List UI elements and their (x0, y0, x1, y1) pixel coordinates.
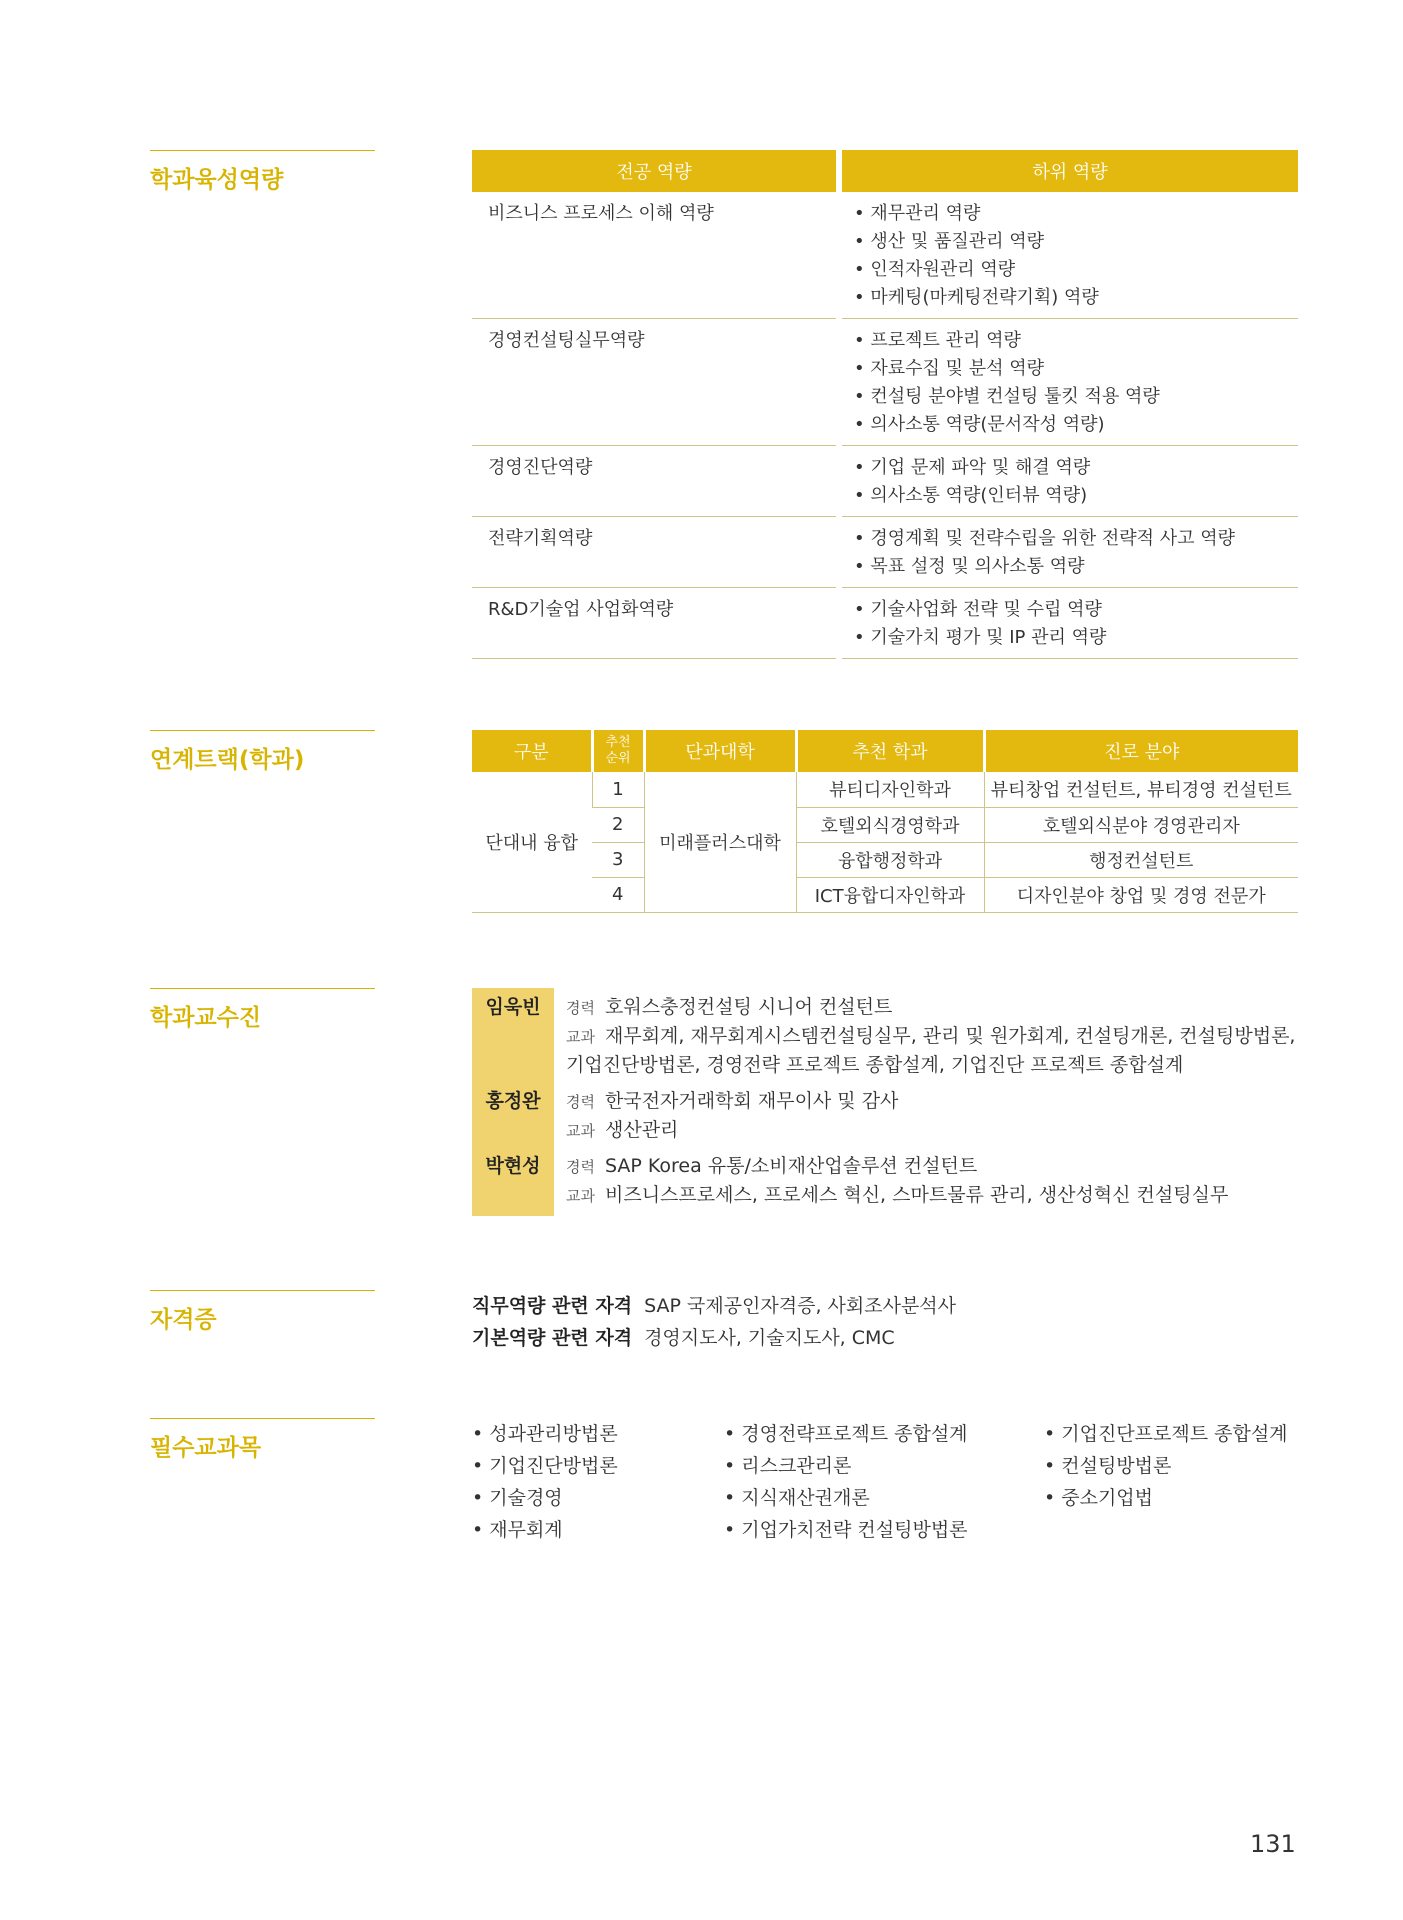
track-dept: ICT융합디자인학과 (796, 877, 984, 912)
table-row (472, 517, 1298, 588)
table-row (472, 772, 1298, 807)
list-item: • 기술사업화 전략 및 수립 역량 (854, 596, 1298, 624)
track-career: 뷰티창업 컨설턴트, 뷰티경영 컨설턴트 (984, 772, 1298, 807)
sub-competencies (842, 588, 1298, 659)
professor-courses: 교과 재무회계, 재무회계시스템컨설팅실무, 관리 및 원가회계, 컨설팅개론, 컨설팅방법론, (566, 1025, 1296, 1047)
major-competency: R&D기술업 사업화역량 (472, 588, 836, 659)
course-column (724, 1418, 968, 1546)
track-rank: 2 (592, 807, 644, 842)
required-section (0, 1418, 1403, 1548)
professors-section (0, 988, 1403, 1216)
course-column (1044, 1418, 1288, 1514)
list-item: • 인적자원관리 역량 (854, 256, 1298, 284)
list-item: • 기업진단프로젝트 종합설계 (1044, 1418, 1288, 1450)
professor-name: 임욱빈 (485, 996, 541, 1018)
list-item: • 의사소통 역량(인터뷰 역량) (854, 482, 1298, 510)
list-item: • 마케팅(마케팅전략기획) 역량 (854, 284, 1298, 312)
competency-table-wrap (472, 150, 1298, 659)
list-item: • 중소기업법 (1044, 1482, 1288, 1514)
required-label: 필수교과목 (150, 1418, 375, 1462)
sub-competencies (842, 319, 1298, 446)
track-career: 행정컨설턴트 (984, 842, 1298, 877)
certificates-label: 자격증 (150, 1290, 375, 1334)
list-item: • 성과관리방법론 (472, 1418, 618, 1450)
list-item: • 자료수집 및 분석 역량 (854, 355, 1298, 383)
major-competency: 전략기획역량 (472, 517, 836, 588)
professor-career: 경력 SAP Korea 유통/소비재산업솔루션 컨설턴트 (566, 1155, 978, 1177)
certificates-body (472, 1290, 1298, 1354)
sub-competencies (842, 446, 1298, 517)
track-table-wrap (472, 730, 1298, 913)
list-item: • 컨설팅방법론 (1044, 1450, 1288, 1482)
professor-courses-cont: 기업진단방법론, 경영전략 프로젝트 종합설계, 기업진단 프로젝트 종합설계 (566, 1054, 1184, 1076)
professors-label: 학과교수진 (150, 988, 375, 1032)
list-item: • 기술경영 (472, 1482, 618, 1514)
track-dept: 융합행정학과 (796, 842, 984, 877)
list-item: • 재무관리 역량 (854, 200, 1298, 228)
major-competency: 비즈니스 프로세스 이해 역량 (472, 192, 836, 319)
competency-label: 학과육성역량 (150, 150, 375, 194)
list-item: • 기술가치 평가 및 IP 관리 역량 (854, 624, 1298, 652)
major-competency: 경영컨설팅실무역량 (472, 319, 836, 446)
table-row (472, 842, 1298, 877)
professor-courses: 교과 비즈니스프로세스, 프로세스 혁신, 스마트물류 관리, 생산성혁신 컨설팅실무 (566, 1184, 1229, 1206)
list-item: • 기업가치전략 컨설팅방법론 (724, 1514, 968, 1546)
track-rank: 3 (592, 842, 644, 877)
track-table (472, 730, 1298, 913)
professor-career: 경력 호워스충정컨설팅 시니어 컨설턴트 (566, 996, 893, 1018)
list-item: • 경영전략프로젝트 종합설계 (724, 1418, 968, 1450)
rank-header: 추천 순위 (592, 730, 644, 772)
table-row (472, 877, 1298, 912)
table-row (472, 588, 1298, 659)
job-certificates: 직무역량 관련 자격 SAP 국제공인자격증, 사회조사분석사 (472, 1295, 957, 1317)
course-column (472, 1418, 618, 1546)
track-rank: 1 (592, 772, 644, 807)
list-item: • 컨설팅 분야별 컨설팅 툴킷 적용 역량 (854, 383, 1298, 411)
track-college: 미래플러스대학 (644, 772, 796, 912)
list-item: • 기업진단방법론 (472, 1450, 618, 1482)
list-item: • 재무회계 (472, 1514, 618, 1546)
list-item: • 경영계획 및 전략수립을 위한 전략적 사고 역량 (854, 525, 1298, 553)
track-category: 단대내 융합 (472, 772, 592, 912)
sub-competencies (842, 517, 1298, 588)
list-item: • 목표 설정 및 의사소통 역량 (854, 553, 1298, 581)
professors-list (472, 988, 1298, 1216)
dept-header: 추천 학과 (796, 730, 984, 772)
college-header: 단과대학 (644, 730, 796, 772)
list-item: • 프로젝트 관리 역량 (854, 327, 1298, 355)
professor-name: 홍정완 (485, 1090, 541, 1112)
professor-career: 경력 한국전자거래학회 재무이사 및 감사 (566, 1090, 899, 1112)
professor-name: 박현성 (485, 1155, 541, 1177)
table-row (472, 192, 1298, 319)
list-item: • 생산 및 품질관리 역량 (854, 228, 1298, 256)
list-item: • 리스크관리론 (724, 1450, 968, 1482)
table-row (472, 807, 1298, 842)
competency-table (472, 150, 1298, 659)
sub-header: 하위 역량 (842, 150, 1298, 192)
table-row (472, 446, 1298, 517)
list-item: • 의사소통 역량(문서작성 역량) (854, 411, 1298, 439)
track-rank: 4 (592, 877, 644, 912)
required-courses (472, 1418, 1298, 1548)
list-item: • 기업 문제 파악 및 해결 역량 (854, 454, 1298, 482)
track-dept: 뷰티디자인학과 (796, 772, 984, 807)
list-item: • 지식재산권개론 (724, 1482, 968, 1514)
table-row (472, 319, 1298, 446)
page-number: 131 (1250, 1830, 1296, 1858)
career-header: 진로 분야 (984, 730, 1298, 772)
track-dept: 호텔외식경영학과 (796, 807, 984, 842)
major-competency: 경영진단역량 (472, 446, 836, 517)
track-career: 호텔외식분야 경영관리자 (984, 807, 1298, 842)
track-career: 디자인분야 창업 및 경영 전문가 (984, 877, 1298, 912)
major-header: 전공 역량 (472, 150, 836, 192)
professor-courses: 교과 생산관리 (566, 1119, 679, 1141)
sub-competencies (842, 192, 1298, 319)
category-header: 구분 (472, 730, 592, 772)
basic-certificates: 기본역량 관련 자격 경영지도사, 기술지도사, CMC (472, 1327, 895, 1349)
track-label: 연계트랙(학과) (150, 730, 375, 774)
